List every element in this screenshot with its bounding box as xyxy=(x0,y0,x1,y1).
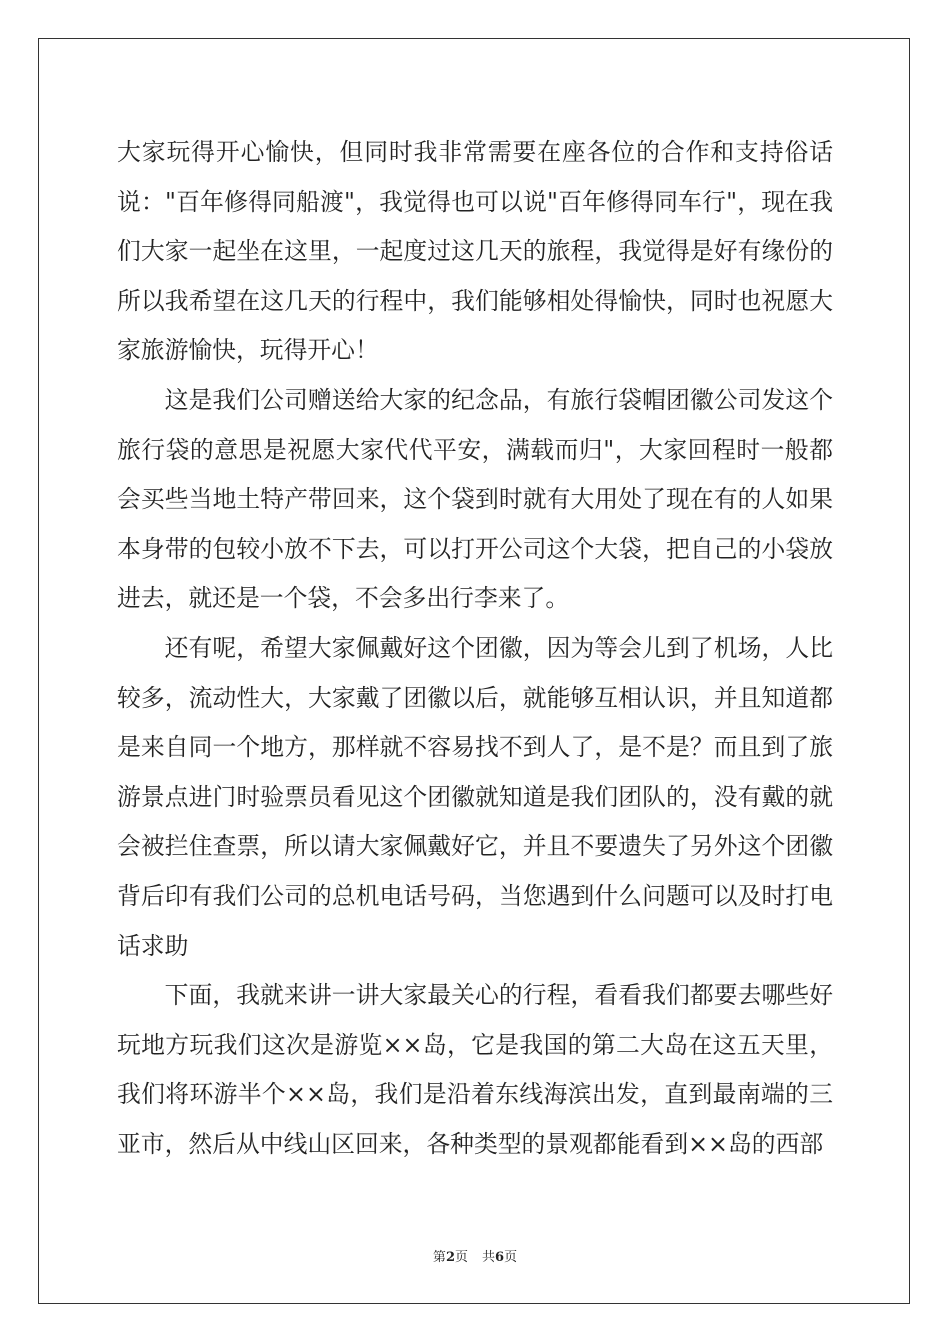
page-footer xyxy=(0,1246,950,1265)
paragraph-3: 还有呢，希望大家佩戴好这个团徽，因为等会儿到了机场，人比较多，流动性大，大家戴了团徽以后，就能够互相认识，并且知道都是来自同一个地方，那样就不容易找不到人了，是不是？而且到了旅游景点进门时验票员看见这个团徽就知道是我们团队的，没有戴的就会被拦住查票，所以请大家佩戴好它，并且不要遗失了另外这个团徽背后印有我们公司的总机电话号码，当您遇到什么问题可以及时打电话求助 xyxy=(117,633,833,960)
page-label-prefix: 第 xyxy=(432,1250,446,1265)
page-number: 2 xyxy=(445,1250,455,1265)
page-label-suffix: 页 xyxy=(454,1250,468,1265)
total-pages: 6 xyxy=(495,1250,505,1265)
total-label-suffix: 页 xyxy=(504,1250,518,1265)
total-label-prefix: 共 xyxy=(482,1250,496,1265)
paragraph-1: 大家玩得开心愉快，但同时我非常需要在座各位的合作和支持俗话说："百年修得同船渡"，我觉得也可以说"百年修得同车行"，现在我们大家一起坐在这里，一起度过这几天的旅程，我觉得是好有缘份的所以我希望在这几天的行程中，我们能够相处得愉快，同时也祝愿大家旅游愉快，玩得开心！ xyxy=(117,138,833,365)
paragraph-2: 这是我们公司赠送给大家的纪念品，有旅行袋帽团徽公司发这个旅行袋的意思是祝愿大家代代平安，满载而归"，大家回程时一般都会买些当地土特产带回来，这个袋到时就有大用处了现在有的人如果本身带的包较小放不下去，可以打开公司这个大袋，把自己的小袋放进去，就还是一个袋，不会多出行李来了。 xyxy=(117,385,833,613)
document-body xyxy=(117,128,833,1169)
paragraph-4: 下面，我就来讲一讲大家最关心的行程，看看我们都要去哪些好玩地方玩我们这次是游览××岛，它是我国的第二大岛在这五天里，我们将环游半个××岛，我们是沿着东线海滨出发，直到最南端的三亚市，然后从中线山区回来，各种类型的景观都能看到××岛的西部 xyxy=(117,981,833,1158)
